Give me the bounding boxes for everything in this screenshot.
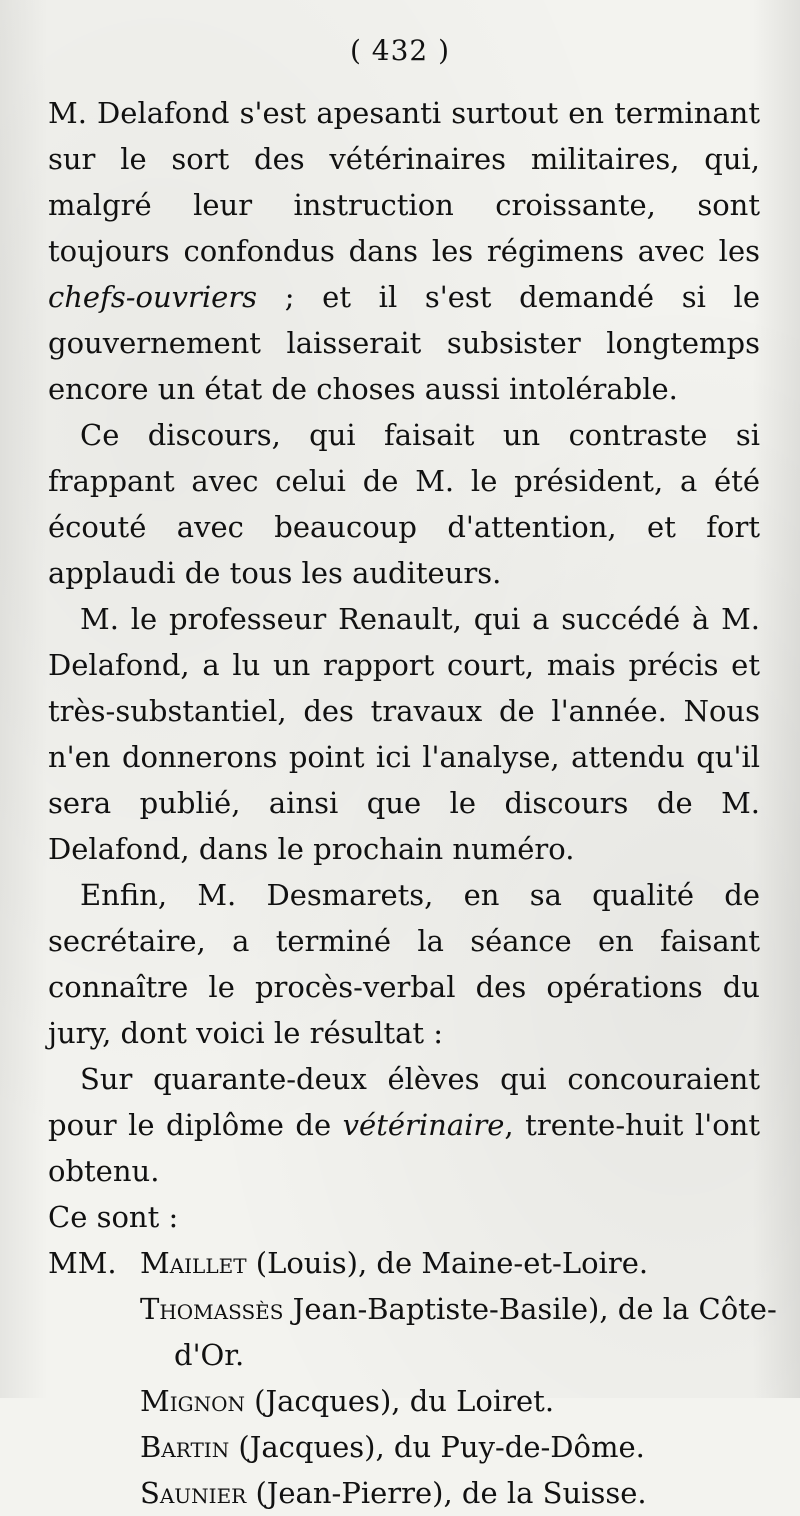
graduate-list-item	[48, 1286, 777, 1332]
paragraph-delafond-speech	[48, 90, 760, 412]
graduate-surname: Saunier	[140, 1476, 247, 1510]
paragraph-renault-report: M. le professeur Renault, qui a succédé à M. Delafond, a lu un rapport court, mais précis et très-substantiel, des travaux de l'année. Nous n'en donnerons point ici l'analyse, attendu qu'il sera publié, ainsi que le discours de M. Delafond, dans le prochain numéro.	[48, 602, 760, 866]
graduate-surname: Maillet	[140, 1246, 247, 1280]
paragraph-desmarets-verbal: Enfin, M. Desmarets, en sa qualité de secrétaire, a terminé la séance en faisant connaître le procès-verbal des opérations du jury, dont voici le résultat :	[48, 878, 760, 1050]
graduate-surname: Mignon	[140, 1384, 245, 1418]
graduate-list-item	[48, 1470, 760, 1516]
graduate-list-item	[48, 1378, 760, 1424]
graduate-details: (Jean-Pierre), de la Suisse.	[246, 1476, 647, 1510]
graduate-details: (Louis), de Maine-et-Loire.	[246, 1246, 649, 1280]
body-text	[48, 90, 777, 1516]
graduate-list-item	[48, 1424, 760, 1470]
italic-term: vétérinaire	[342, 1108, 505, 1142]
paragraph-text: , trente-huit l'ont obtenu.	[48, 1108, 760, 1188]
page-number: ( 432 )	[349, 34, 451, 67]
italic-term: chefs-ouvriers	[48, 280, 258, 314]
graduate-details: Jean-Baptiste-Basile), de la Côte-	[283, 1292, 777, 1326]
paragraph-diploma-result	[48, 1056, 760, 1194]
graduate-list-item	[48, 1240, 760, 1286]
graduate-surname: Thomassès	[140, 1292, 284, 1326]
paragraph-ce-sont: Ce sont :	[48, 1200, 179, 1234]
paragraph-text: Sur quarante-deux élèves qui concouraient pour le diplôme de	[48, 1062, 760, 1142]
list-prefix: MM.	[48, 1246, 117, 1280]
graduate-details: (Jacques), du Loiret.	[244, 1384, 555, 1418]
graduate-surname: Bartin	[140, 1430, 230, 1464]
paragraph-discourse-reception: Ce discours, qui faisait un contraste si frappant avec celui de M. le président, a été écouté avec beaucoup d'attention, et fort applaudi de tous les auditeurs.	[48, 418, 760, 590]
graduate-details-continuation: d'Or.	[174, 1338, 245, 1372]
paragraph-text: M. Delafond s'est apesanti surtout en terminant sur le sort des vétérinaires militaires, qui, malgré leur instruction croissante, sont toujours confondus dans les régimens avec les	[48, 96, 760, 268]
graduate-details: (Jacques), du Puy-de-Dôme.	[229, 1430, 645, 1464]
paragraph-text: ; et il s'est demandé si le gouvernement laisserait subsister longtemps encore un état de choses aussi intolérable.	[48, 280, 760, 406]
